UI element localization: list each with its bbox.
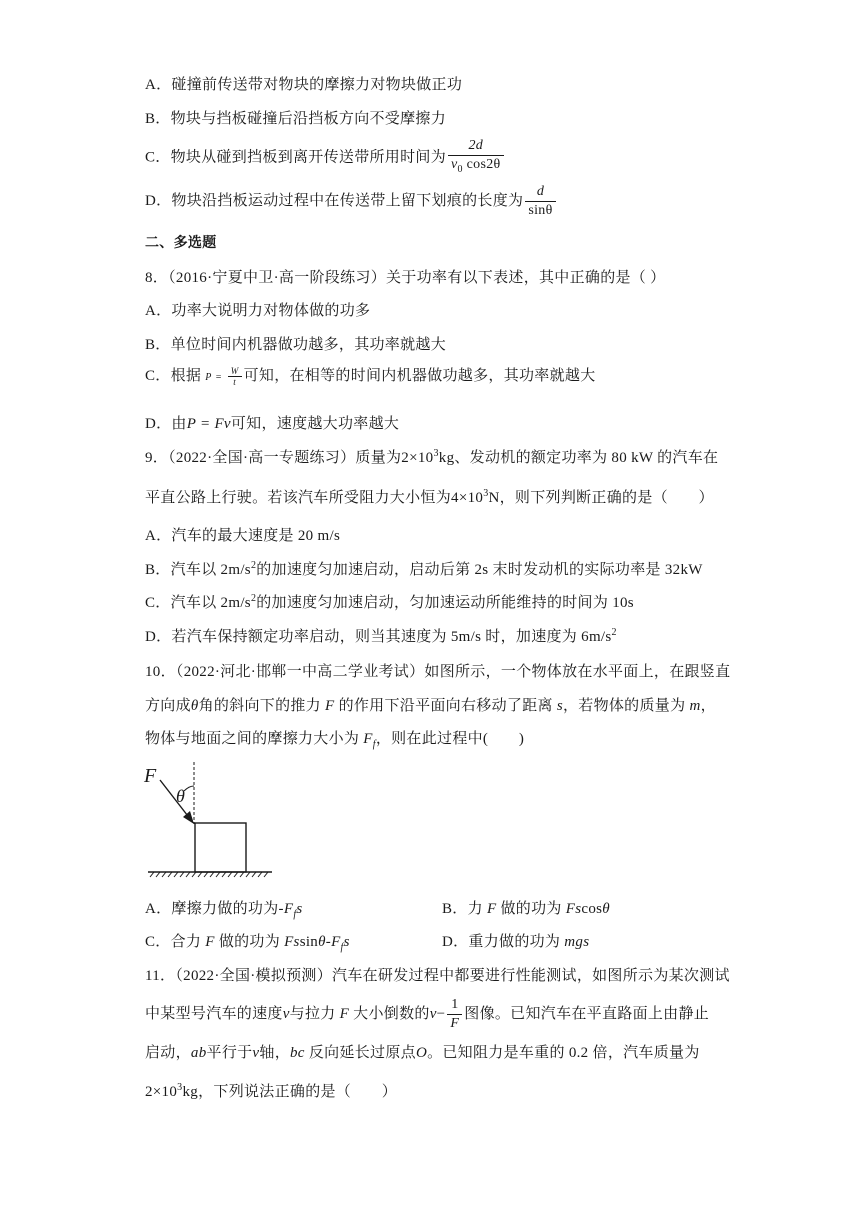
angle-label: θ <box>176 786 185 806</box>
q10-option-b: B．力 F 做的功为 Fscosθ <box>442 901 610 917</box>
q11-inverse-fraction: $\frac{1}{F}$ <box>447 996 462 1033</box>
q10-stem-line2: 方向成θ角的斜向下的推力 F 的作用下沿平面向右移动了距离 s，若物体的质量为 m， <box>145 698 716 714</box>
angle-arc <box>184 786 194 791</box>
q9-option-c: C．汽车以 $2m/s^2$的加速度匀加速启动，匀加速运动所能维持的时间为 10s <box>145 593 634 611</box>
ground-hatching <box>150 872 268 877</box>
q10-stem-line3: 物体与地面之间的摩擦力大小为 $F_f$，则在此过程中( ) <box>145 731 525 750</box>
q10-option-a: A．摩擦力做的功为$-F_fs$ <box>145 901 303 920</box>
q9-stem-line2: 平直公路上行驶。若该汽车所受阻力大小恒为$4\times 10^3N$，则下列判断正确的是（ ） <box>145 488 714 506</box>
q11-stem-line1: 11．（2022·全国·模拟预测）汽车在研发过程中都要进行性能测试，如图所示为某次测试 <box>145 968 730 984</box>
q8-option-b: B．单位时间内机器做功越多，其功率就越大 <box>145 337 447 353</box>
force-label: F <box>144 765 157 787</box>
q7-option-c-fraction: $\frac{2d}{v_0 \cos 2\theta}$ <box>448 137 504 179</box>
q7-option-b: B．物块与挡板碰撞后沿挡板方向不受摩擦力 <box>145 111 447 127</box>
q7-option-d-fraction: $\frac{d}{\sin\theta}$ <box>525 183 555 220</box>
q8-option-d: D．由P = Fv可知，速度越大功率越大 <box>145 416 400 432</box>
q8-power-fraction: $\frac{W}{t}$ <box>228 366 242 387</box>
q7-option-a: A．碰撞前传送带对物块的摩擦力对物块做正功 <box>145 77 463 93</box>
q10-force-diagram <box>140 760 280 878</box>
q11-stem-line2: 中某型号汽车的速度v与拉力 F 大小倒数的v− $\frac{1}{F}$ 图像。已知汽车在平直路面上由静止 <box>145 997 710 1031</box>
q9-option-b: B．汽车以 $2m/s^2$的加速度匀加速启动，启动后第 2s 末时发动机的实际功率是 32kW <box>145 560 703 578</box>
q7-option-c: C．物块从碰到挡板到离开传送带所用时间为 $\frac{2d}{v_0 \cos 2\theta}$ <box>145 137 506 179</box>
q9-option-a: A．汽车的最大速度是 20 m/s <box>145 528 341 544</box>
q11-stem-line4: $2\times 10^3kg$，下列说法正确的是（ ） <box>145 1082 397 1100</box>
q10-stem-line1: 10．（2022·河北·邯郸一中高二学业考试）如图所示，一个物体放在水平面上，在跟竖直 <box>145 664 731 680</box>
q10-option-d: D．重力做的功为 mgs <box>442 934 590 950</box>
block <box>195 823 246 872</box>
q8-option-c: C．根据 P = $\frac{W}{t}$ 可知，在相等的时间内机器做功越多，其功率就越大 <box>145 366 596 388</box>
section-heading: 二、多选题 <box>145 234 217 250</box>
q10-option-c: C．合力 F 做的功为 Fssinθ-$F_fs$ <box>145 934 350 953</box>
q8-option-a: A．功率大说明力对物体做的功多 <box>145 303 371 319</box>
q11-stem-line3: 启动，ab平行于v轴，bc 反向延长过原点O。已知阻力是车重的 0.2 倍，汽车质量为 <box>145 1045 700 1061</box>
force-arrow-head <box>183 811 194 824</box>
q7-option-d: D．物块沿挡板运动过程中在传送带上留下划痕的长度为 $\frac{d}{\sin\theta}$ <box>145 183 558 220</box>
q8-stem: 8．（2016·宁夏中卫·高一阶段练习）关于功率有以下表述，其中正确的是（ ） <box>145 270 666 286</box>
q9-stem-line1: 9．（2022·全国·高一专题练习）质量为$2\times 10^3kg$、发动机的额定功率为 80 kW 的汽车在 <box>145 448 719 466</box>
q9-option-d: D．若汽车保持额定功率启动，则当其速度为 5m/s 时，加速度为 $6m/s^2$ <box>145 627 617 645</box>
